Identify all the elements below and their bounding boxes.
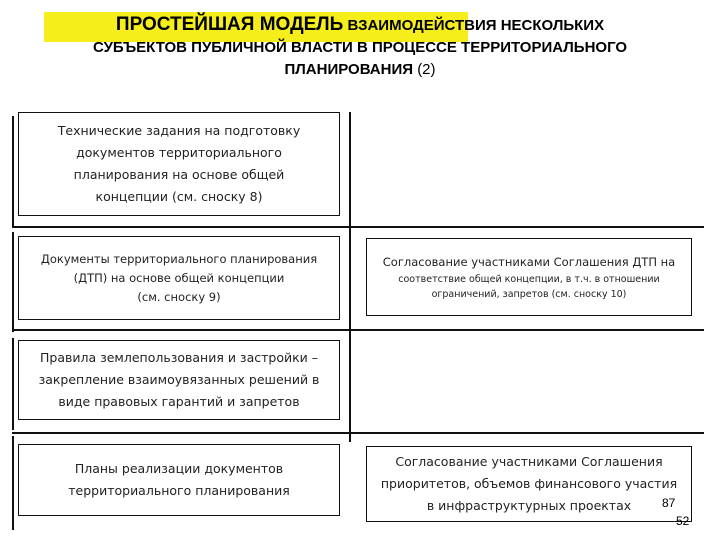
page-title	[0, 14, 720, 81]
box-text-line: Планы реализации документов	[74, 461, 284, 476]
box-text-line: соответствие общей концепции, в т.ч. в отношении	[398, 273, 660, 285]
box-text-line: планирования на основе общей	[73, 167, 285, 182]
frame-left-border	[12, 338, 14, 430]
title-paren: (2)	[417, 61, 436, 78]
title-part-rest: ВЗАИМОДЕЙСТВИЯ НЕСКОЛЬКИХ	[347, 17, 605, 34]
dtp-agreement-box	[366, 238, 692, 316]
frame-row-separator	[12, 432, 704, 434]
technical-specifications-box	[18, 112, 340, 216]
page-number: 87	[662, 496, 676, 510]
frame-left-border	[12, 232, 14, 332]
box-text-line: (см. сноску 9)	[137, 289, 221, 304]
box-text-line: приоритетов, объемов финансового участия	[380, 476, 678, 491]
implementation-plans-box	[18, 444, 340, 516]
box-text-line: виде правовых гарантий и запретов	[58, 394, 300, 409]
box-text-line: Правила землепользования и застройки –	[39, 350, 318, 365]
title-line-1	[0, 14, 720, 37]
box-text-line: территориального планирования	[68, 483, 290, 498]
territorial-planning-documents-box	[18, 236, 340, 320]
frame-row-separator	[12, 329, 704, 331]
box-text-line: концепции (см. сноску 8)	[95, 189, 263, 204]
frame-left-border	[12, 436, 14, 530]
title-part-big: ПРОСТЕЙШАЯ МОДЕЛЬ	[115, 14, 344, 35]
box-text-line: Согласование участниками Соглашения	[395, 454, 663, 469]
box-text-line: в инфраструктурных проектах	[426, 498, 632, 513]
page-number-secondary: 52	[676, 514, 690, 528]
box-text-line: ограничений, запретов (см. сноску 10)	[431, 288, 627, 300]
frame-column-divider	[349, 112, 351, 442]
box-text-line: Документы территориального планирования	[40, 251, 318, 266]
priorities-agreement-box	[366, 446, 692, 522]
land-use-rules-box	[18, 340, 340, 420]
title-line-3	[0, 59, 720, 81]
box-text-line: документов территориального	[76, 145, 282, 160]
box-text-line: (ДТП) на основе общей концепции	[73, 270, 285, 285]
title-line-2: СУБЪЕКТОВ ПУБЛИЧНОЙ ВЛАСТИ В ПРОЦЕССЕ ТЕРРИТОРИАЛЬНОГО	[92, 39, 628, 56]
frame-row-separator	[12, 226, 704, 228]
title-line-3-text: ПЛАНИРОВАНИЯ	[284, 61, 414, 78]
box-text-line: закрепление взаимоувязанных решений в	[38, 372, 320, 387]
box-text-line: Технические задания на подготовку	[57, 123, 301, 138]
box-text-line: Согласование участниками Соглашения ДТП на	[382, 254, 676, 269]
frame-left-border	[12, 116, 14, 226]
